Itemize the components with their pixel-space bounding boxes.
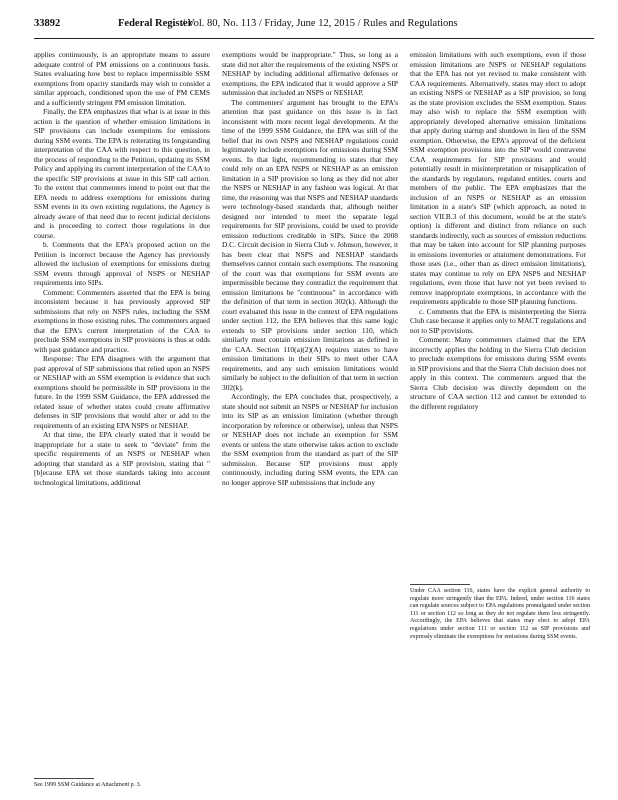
paragraph: emission limitations with such exemptions, even if those emission limitations are NSPS or NESHAP regulations that the EPA has not yet revised to make consistent with CAA requirements. Alternatively, states may elect to adopt an existing NSPS or NESHAP as a SIP provision, so long as the state provision excludes the SSM exemption. States may also wish to replace the SSM exemption with appropriately developed alternative emission limitations that apply during startup and shutdown in lieu of the SSM exemption. Otherwise, the EPA's approval of the deficient SSM exemption provisions into the SIP would contravene CAA requirements for SIP provisions and would potentially result in misinterpretation or misapplication of the standards by regulators, regulated entities, courts and members of the public. The EPA emphasizes that the inclusion of an NSPS or NESHAP as an emission limitation in a state's SIP (which approach, as noted in section VII.B.3 of this document, would be at the state's option) is different and distinct from reliance on such standards indirectly, such as sources of emission reductions that may be taken into account for SIP planning purposes in emissions inventories or attainment demonstrations. For those uses (i.e., other than as direct emission limitations), states may continue to rely on EPA NSPS and NESHAP regulations, even those that have not yet been revised to remove inappropriate exemptions, in accordance with the requirements applicable to those SIP planning functions. [410, 50, 586, 306]
paragraph: Accordingly, the EPA concludes that, prospectively, a state should not submit an NSPS or NESHAP for inclusion into its SIP as an emission limitation (whether through incorporation by reference or otherwise), unless that NSPS or NESHAP does not include an exemption for SSM events or unless the state otherwise takes action to exclude the SSM exemption from the standard as part of the SIP submission. Because SIP provisions must apply continuously, including during SSM events, the EPA can no longer approve SIP submissions that include any [222, 392, 398, 487]
footnote: See 1999 SSM Guidance at Attachment p. 3. [34, 782, 142, 788]
text-column-1 [34, 50, 210, 766]
footnote-rule [34, 778, 94, 779]
paragraph: applies continuously, is an appropriate means to assure adequate control of PM emissions on a continuous basis. States evaluating how best to replace impermissible SSM exemptions from opacity standards may wish to consider a similar approach, conditioned upon the use of PM CEMS and a sufficiently stringent PM emission limitation. [34, 50, 210, 107]
publication-name: Federal Register [118, 18, 193, 29]
header-rule [34, 38, 594, 39]
paragraph: The commenters' argument has brought to the EPA's attention that past guidance on this issue is in fact inconsistent with more recent legal developments. At the time of the 1999 SSM Guidance, the EPA was still of the belief that its own NSPS and NESHAP regulations could legitimately include exemptions for emissions during SSM events. In that light, recommending to states that they could rely on an EPA NSPS or NESHAP as an emission limitation in a SIP provision so long as they did not alter the NSPS or NESHAP in any fashion was logical. At that time, the reasoning was that NSPS and NESHAP standards were technology-based standards that, although neither designed nor intended to meet the separate legal requirements for SIP provisions, could be used to provide emission reductions creditable in SIPs. Since the 2008 D.C. Circuit decision in Sierra Club v. Johnson, however, it has been clear that NSPS and NESHAP standards themselves cannot contain such exemptions. The reasoning of the court was that exemptions for SSM events are impermissible because they contradict the requirement that emission limitations be "continuous" in accordance with the definition of that term in section 302(k). Although the court evaluated this issue in the context of EPA regulations under section 112, the EPA believes that this same logic extends to SIP provisions under section 110, which similarly must contain emission limitations as defined in the CAA. Section 110(a)(2)(A) requires states to have emission limitations in their SIPs to meet other CAA requirements, and any such emission limitations would similarly be subject to the definition of that term in section 302(k). [222, 97, 398, 392]
page-number: 33892 [34, 18, 61, 29]
paragraph: c. Comments that the EPA is misinterpreting the Sierra Club case because it applies only to MACT regulations and not to SIP provisions. [410, 306, 586, 335]
paragraph: Response: The EPA disagrees with the argument that past approval of SIP submissions that relied upon an NSPS or NESHAP with an SSM exemption is evidence that such exemptions should be permissible in SIP provisions in the future. In the 1999 SSM Guidance, the EPA addressed the related issue of whether states could create affirmative defenses in SIP provisions that would alter or add to the requirements of an existing EPA NSPS or NESHAP. [34, 354, 210, 430]
text-column-2 [222, 50, 398, 790]
paragraph: exemptions would be inappropriate." Thus, so long as a state did not alter the requirements of the existing NSPS or NESHAP by including additional affirmative defenses or exemptions, the EPA indicated that it would approve a SIP submission that included an NSPS or NESHAP. [222, 50, 398, 97]
page-header [34, 16, 594, 34]
footnote-rule [410, 584, 470, 585]
text-column-3 [410, 50, 586, 570]
paragraph: At that time, the EPA clearly stated that it would be inappropriate for a state to seek to "deviate" from the specific requirements of an NSPS or NESHAP when adopting that standard as a SIP provision, stating that "[b]ecause EPA set those standards taking into account technological limitations, additional [34, 430, 210, 487]
paragraph: Finally, the EPA emphasizes that what is at issue in this action is the question of whether emission limitations in SIP provisions can include exemptions for emissions during SSM events. The EPA is reiterating its longstanding interpretation of the CAA with respect to this question, in the process of responding to the Petition, updating its SSM Policy and applying its current interpretation of the CAA to the specific SIP provisions at issue in this SIP call action. To the extent that commenters intend to point out that the EPA needs to address exemptions for emissions during SSM events in its own existing regulations, the Agency is already aware of that need due to recent judicial decisions and is proceeding to correct those regulations in due course. [34, 107, 210, 240]
footnote: Under CAA section 116, states have the explicit general authority to regulate more stringently than the EPA. Indeed, under section 116 states can regulate sources subject to EPA regulations promulgated under section 111 or section 112 so long as they do not regulate them less stringently. Accordingly, the EPA believes that states may elect to adopt EPA regulations under section 111 or section 112 as SIP provisions and expressly eliminate the exemptions for emissions during SSM events. [410, 588, 590, 640]
paragraph: Comment: Commenters asserted that the EPA is being inconsistent because it has previously approved SIP submissions that rely on NSPS rules, including the SSM exemptions in those existing rules. The commenters argued that the EPA's current interpretation of the CAA to preclude SSM exemptions in SIP provisions is thus at odds with past guidance and practice. [34, 287, 210, 354]
issue-info: / Vol. 80, No. 113 / Friday, June 12, 2015 / Rules and Regulations [182, 18, 458, 29]
paragraph: Comment: Many commenters claimed that the EPA incorrectly applies the holding in the Sierra Club decision to preclude exemptions for emissions during SSM events in SIP provisions and that the Sierra Club decision does not apply in this context. The commenters argued that the Sierra Club decision was directly dependent on the structure of CAA section 112 and cannot be extended to the different regulatory [410, 335, 586, 411]
paragraph: b. Comments that the EPA's proposed action on the Petition is incorrect because the Agency has previously allowed the inclusion of exemptions for emissions during SSM events through approval of NSPS or NESHAP requirements into SIPs. [34, 240, 210, 287]
